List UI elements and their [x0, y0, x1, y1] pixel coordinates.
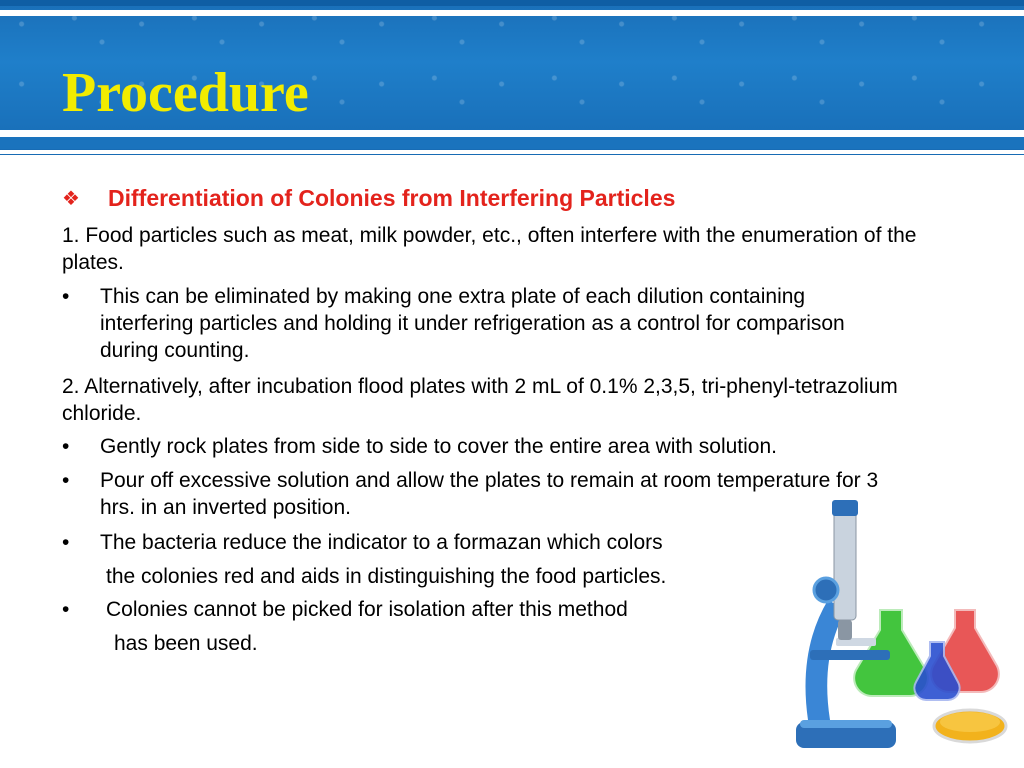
- list-item-bullet: [62, 433, 962, 460]
- microscope-stage: [810, 650, 890, 660]
- header-bottom-line-thin: [0, 150, 1024, 154]
- bullet-marker: •: [62, 598, 70, 621]
- microscope-illustration: [790, 470, 1024, 768]
- list-item-continuation: has been used.: [114, 632, 258, 655]
- list-item-text: Pour off excessive solution and allow the plates to remain at room temperature for 3 hrs. in an inverted position.: [100, 469, 879, 519]
- bullet-marker: •: [62, 531, 70, 554]
- header-top-stripe: [0, 0, 1024, 6]
- list-item-text: Gently rock plates from side to side to cover the entire area with solution.: [100, 435, 777, 458]
- slide-header: [0, 0, 1024, 155]
- bullet-marker: •: [62, 435, 70, 458]
- header-bottom-line: [0, 130, 1024, 137]
- slide-content: [62, 180, 962, 655]
- list-item-text: This can be eliminated by making one extra plate of each dilution containing interfering particles and holding it under refrigeration as a control for comparison during counting.: [100, 285, 845, 362]
- bullet-marker: •: [62, 285, 70, 308]
- microscope-tube: [834, 510, 856, 620]
- section-heading-text: Differentiation of Colonies from Interfering Particles: [108, 184, 676, 211]
- list-item-numbered-1: 1. Food particles such as meat, milk powder, etc., often interfere with the enumeration of the plates.: [62, 224, 917, 274]
- diamond-bullet-icon: ❖: [62, 187, 80, 210]
- focus-knob: [814, 578, 838, 602]
- slide-title: Procedure: [62, 62, 309, 124]
- list-item-continuation: the colonies red and aids in distinguishing the food particles.: [106, 565, 667, 588]
- section-heading: [62, 180, 962, 216]
- list-item-numbered-2: 2. Alternatively, after incubation flood plates with 2 mL of 0.1% 2,3,5, tri-phenyl-tetrazolium chloride.: [62, 375, 898, 425]
- header-top-line: [0, 10, 1024, 16]
- header-bottom-band: [0, 137, 1024, 149]
- list-item-text: The bacteria reduce the indicator to a formazan which colors: [100, 531, 663, 554]
- list-item-text: Colonies cannot be picked for isolation after this method: [106, 598, 628, 621]
- bullet-marker: •: [62, 469, 70, 492]
- list-item-bullet: [62, 283, 962, 364]
